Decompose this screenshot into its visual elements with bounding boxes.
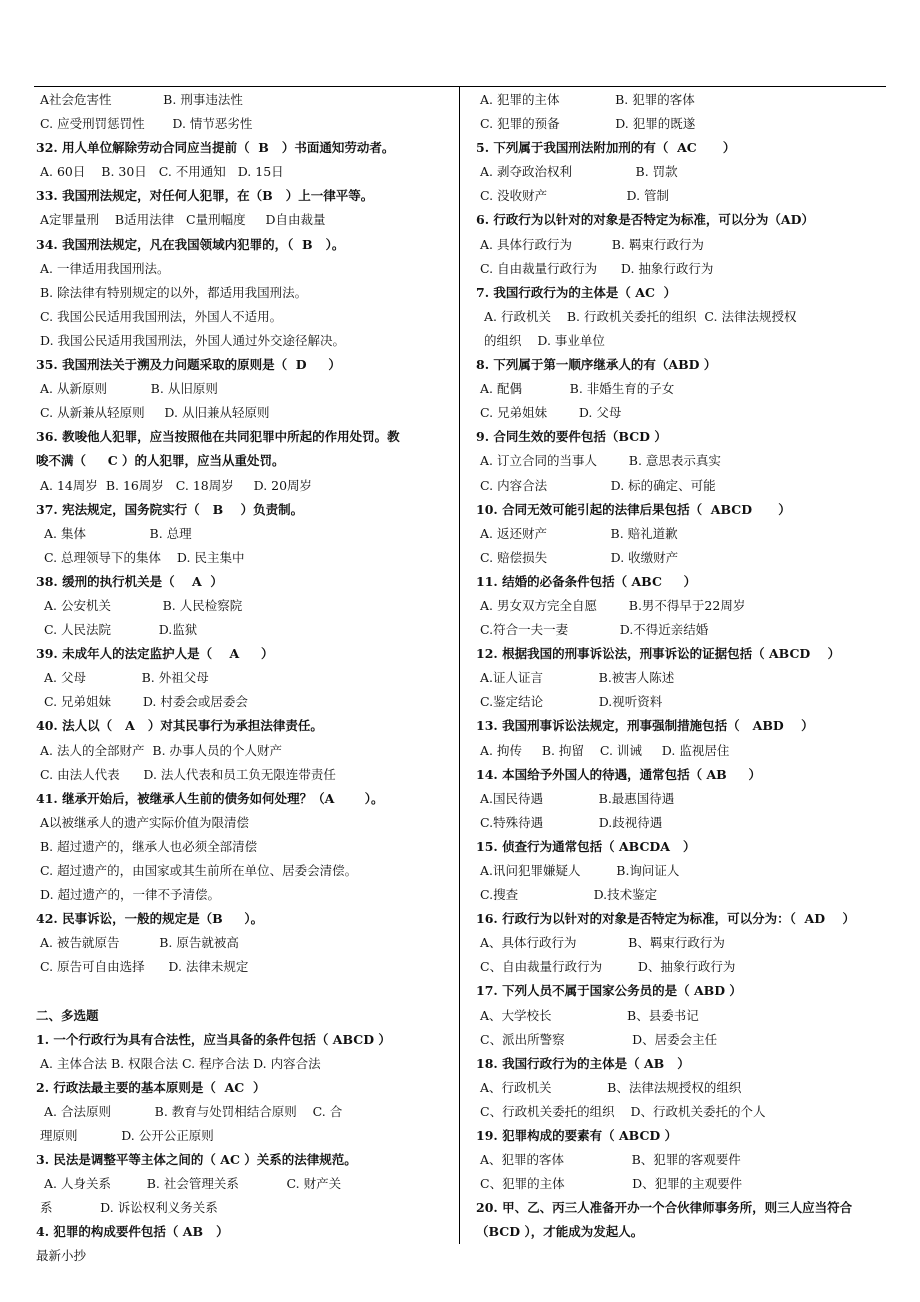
question-line: 15. 侦查行为通常包括（ ABCDA ） [476, 838, 696, 854]
option-line: A. 14周岁 B. 16周岁 C. 18周岁 D. 20周岁 [40, 477, 313, 493]
question-line: 1. 一个行政行为具有合法性，应当具备的条件包括（ ABCD ） [36, 1031, 391, 1047]
option-line: A. 集体 B. 总理 [40, 525, 192, 541]
option-line: C、行政机关委托的组织 D、行政机关委托的个人 [480, 1103, 766, 1119]
option-line: A. 拘传 B. 拘留 C. 训诫 D. 监视居住 [480, 742, 730, 758]
question-line: 34. 我国刑法规定，凡在我国领域内犯罪的，（ B ）。 [36, 236, 345, 252]
option-line: C. 赔偿损失 D. 收缴财产 [480, 549, 679, 565]
option-line: D. 超过遗产的，一律不予清偿。 [40, 887, 221, 903]
option-line: A. 父母 B. 外祖父母 [40, 670, 209, 686]
option-line: A. 剥夺政治权利 B. 罚款 [480, 164, 678, 180]
question-line: 二、多选题 [36, 1007, 99, 1023]
option-line: A、具体行政行为 B、羁束行政行为 [480, 935, 725, 951]
question-line: 10. 合同无效可能引起的法律后果包括（ ABCD ） [476, 501, 791, 517]
option-line: C. 兄弟姐妹 D. 村委会或居委会 [40, 694, 248, 710]
option-line: C、犯罪的主体 D、犯罪的主观要件 [480, 1176, 743, 1192]
question-line: 8. 下列属于第一顺序继承人的有（ABD ） [476, 357, 717, 373]
option-line: 的组织 D. 事业单位 [480, 332, 605, 348]
option-line: C. 兄弟姐妹 D. 父母 [480, 405, 622, 421]
option-line: A. 合法原则 B. 教育与处罚相结合原则 C. 合 [40, 1103, 343, 1119]
question-line: 唆不满（ C ）的人犯罪，应当从重处罚。 [36, 453, 285, 469]
option-line: A. 配偶 B. 非婚生育的子女 [480, 381, 675, 397]
question-line: 4. 犯罪的构成要件包括（ AB ） [36, 1224, 229, 1240]
question-line: （BCD ），才能成为发起人。 [476, 1224, 644, 1240]
question-line: 36. 教唆他人犯罪，应当按照他在共同犯罪中所起的作用处罚。教 [36, 429, 400, 445]
option-line: A、犯罪的客体 B、犯罪的客观要件 [480, 1152, 741, 1168]
question-line: 16. 行政行为以针对的对象是否特定为标准，可以分为：（ AD ） [476, 911, 855, 927]
question-line: 37. 宪法规定，国务院实行（ B ）负责制。 [36, 501, 304, 517]
question-line: 13. 我国刑事诉讼法规定，刑事强制措施包括（ ABD ） [476, 718, 814, 734]
option-line: A、大学校长 B、县委书记 [480, 1007, 699, 1023]
question-line: 32. 用人单位解除劳动合同应当提前（ B ）书面通知劳动者。 [36, 140, 395, 156]
option-line: C. 应受刑罚惩罚性 D. 情节恶劣性 [40, 116, 253, 132]
question-line: 12. 根据我国的刑事诉讼法，刑事诉讼的证据包括（ ABCD ） [476, 646, 841, 662]
option-line: C. 自由裁量行政行为 D. 抽象行政行为 [480, 260, 714, 276]
option-line: A. 从新原则 B. 从旧原则 [40, 381, 218, 397]
option-line: C、派出所警察 D、居委会主任 [480, 1031, 718, 1047]
option-line: C. 由法人代表 D. 法人代表和员工负无限连带责任 [40, 766, 336, 782]
left-column [36, 88, 454, 1245]
blank-line [36, 979, 454, 1003]
question-line: 39. 未成年人的法定监护人是（ A ） [36, 646, 274, 662]
option-line: A. 60日 B. 30日 C. 不用通知 D. 15日 [40, 164, 284, 180]
option-line: A. 法人的全部财产 B. 办事人员的个人财产 [40, 742, 283, 758]
column-divider [459, 86, 460, 1244]
option-line: 理原则 D. 公开公正原则 [40, 1128, 214, 1144]
option-line: C. 内容合法 D. 标的确定、可能 [480, 477, 716, 493]
option-line: A. 返还财产 B. 赔礼道歉 [480, 525, 678, 541]
option-line: C.符合一夫一妻 D.不得近亲结婚 [480, 622, 709, 638]
option-line: A以被继承人的遗产实际价值为限清偿 [40, 814, 250, 830]
option-line: A. 人身关系 B. 社会管理关系 C. 财产关 [40, 1176, 342, 1192]
option-line: C、自由裁量行政行为 D、抽象行政行为 [480, 959, 736, 975]
right-column [476, 88, 886, 1245]
question-line: 33. 我国刑法规定，对任何人犯罪，在（B ）上一律平等。 [36, 188, 374, 204]
option-line: C. 总理领导下的集体 D. 民主集中 [40, 549, 245, 565]
option-line: C.鉴定结论 D.视听资料 [480, 694, 663, 710]
question-line: 14. 本国给予外国人的待遇，通常包括（ AB ） [476, 766, 761, 782]
question-line: 5. 下列属于我国刑法附加刑的有（ AC ） [476, 140, 736, 156]
option-line: A.国民待遇 B.最惠国待遇 [480, 790, 675, 806]
option-line: C. 超过遗产的，由国家或其生前所在单位、居委会清偿。 [40, 863, 358, 878]
question-line: 41. 继承开始后，被继承人生前的债务如何处理？（A ）。 [36, 790, 384, 806]
top-rule [34, 86, 886, 87]
option-line: A.证人证言 B.被害人陈述 [480, 670, 675, 686]
option-line: A. 公安机关 B. 人民检察院 [40, 597, 243, 613]
option-line: A. 被告就原告 B. 原告就被高 [40, 935, 239, 951]
question-line: 40. 法人以（ A ）对其民事行为承担法律责任。 [36, 718, 323, 734]
option-line: C. 犯罪的预备 D. 犯罪的既遂 [480, 116, 696, 132]
question-line: 19. 犯罪构成的要素有（ ABCD ） [476, 1128, 678, 1144]
question-line: 9. 合同生效的要件包括（BCD ） [476, 429, 667, 445]
question-line: 11. 结婚的必备条件包括（ ABC ） [476, 573, 697, 589]
option-line: A定罪量刑 B适用法律 C量刑幅度 D自由裁量 [40, 212, 326, 228]
option-line: C. 人民法院 D.监狱 [40, 622, 198, 638]
question-line: 7. 我国行政行为的主体是（ AC ） [476, 284, 677, 300]
option-line: B. 超过遗产的，继承人也必须全部清偿 [40, 838, 258, 854]
question-line: 42. 民事诉讼，一般的规定是（B ）。 [36, 911, 264, 927]
option-line: A. 具体行政行为 B. 羁束行政行为 [480, 236, 704, 252]
option-line: 系 D. 诉讼权利义务关系 [40, 1200, 218, 1216]
option-line: C. 从新兼从轻原则 D. 从旧兼从轻原则 [40, 405, 270, 421]
option-line: B. 除法律有特别规定的以外，都适用我国刑法。 [40, 284, 308, 300]
question-line: 6. 行政行为以针对的对象是否特定为标准，可以分为（AD） [476, 212, 814, 228]
option-line: C.特殊待遇 D.歧视待遇 [480, 814, 663, 830]
option-line: A.讯问犯罪嫌疑人 B.询问证人 [480, 863, 680, 878]
question-line: 2. 行政法最主要的基本原则是（ AC ） [36, 1079, 266, 1095]
option-line: A社会危害性 B. 刑事违法性 [40, 92, 243, 107]
option-line: C. 没收财产 D. 管制 [480, 188, 670, 204]
question-line: 20. 甲、乙、丙三人准备开办一个合伙律师事务所，则三人应当符合 [476, 1200, 853, 1216]
option-line: D. 我国公民适用我国刑法，外国人通过外交途径解决。 [40, 332, 346, 348]
question-line: 35. 我国刑法关于溯及力问题采取的原则是（ D ） [36, 357, 341, 373]
option-line: C.搜查 D.技术鉴定 [480, 887, 658, 903]
question-line: 18. 我国行政行为的主体是（ AB ） [476, 1055, 690, 1071]
option-line: C. 我国公民适用我国刑法，外国人不适用。 [40, 308, 283, 324]
option-line: A. 犯罪的主体 B. 犯罪的客体 [480, 92, 695, 107]
option-line: C. 原告可自由选择 D. 法律未规定 [40, 959, 249, 975]
footer-text: 最新小抄 [36, 1248, 87, 1263]
question-line: 17. 下列人员不属于国家公务员的是（ ABD ） [476, 983, 742, 999]
option-line: A. 男女双方完全自愿 B.男不得早于22周岁 [480, 597, 746, 613]
question-line: 38. 缓刑的执行机关是（ A ） [36, 573, 223, 589]
question-line: 3. 民法是调整平等主体之间的（ AC ）关系的法律规范。 [36, 1152, 357, 1168]
option-line: A. 行政机关 B. 行政机关委托的组织 C. 法律法规授权 [480, 308, 797, 324]
option-line: A. 一律适用我国刑法。 [40, 260, 170, 276]
option-line: A. 主体合法 B. 权限合法 C. 程序合法 D. 内容合法 [40, 1055, 321, 1071]
option-line: A. 订立合同的当事人 B. 意思表示真实 [480, 453, 721, 469]
option-line: A、行政机关 B、法律法规授权的组织 [480, 1079, 742, 1095]
